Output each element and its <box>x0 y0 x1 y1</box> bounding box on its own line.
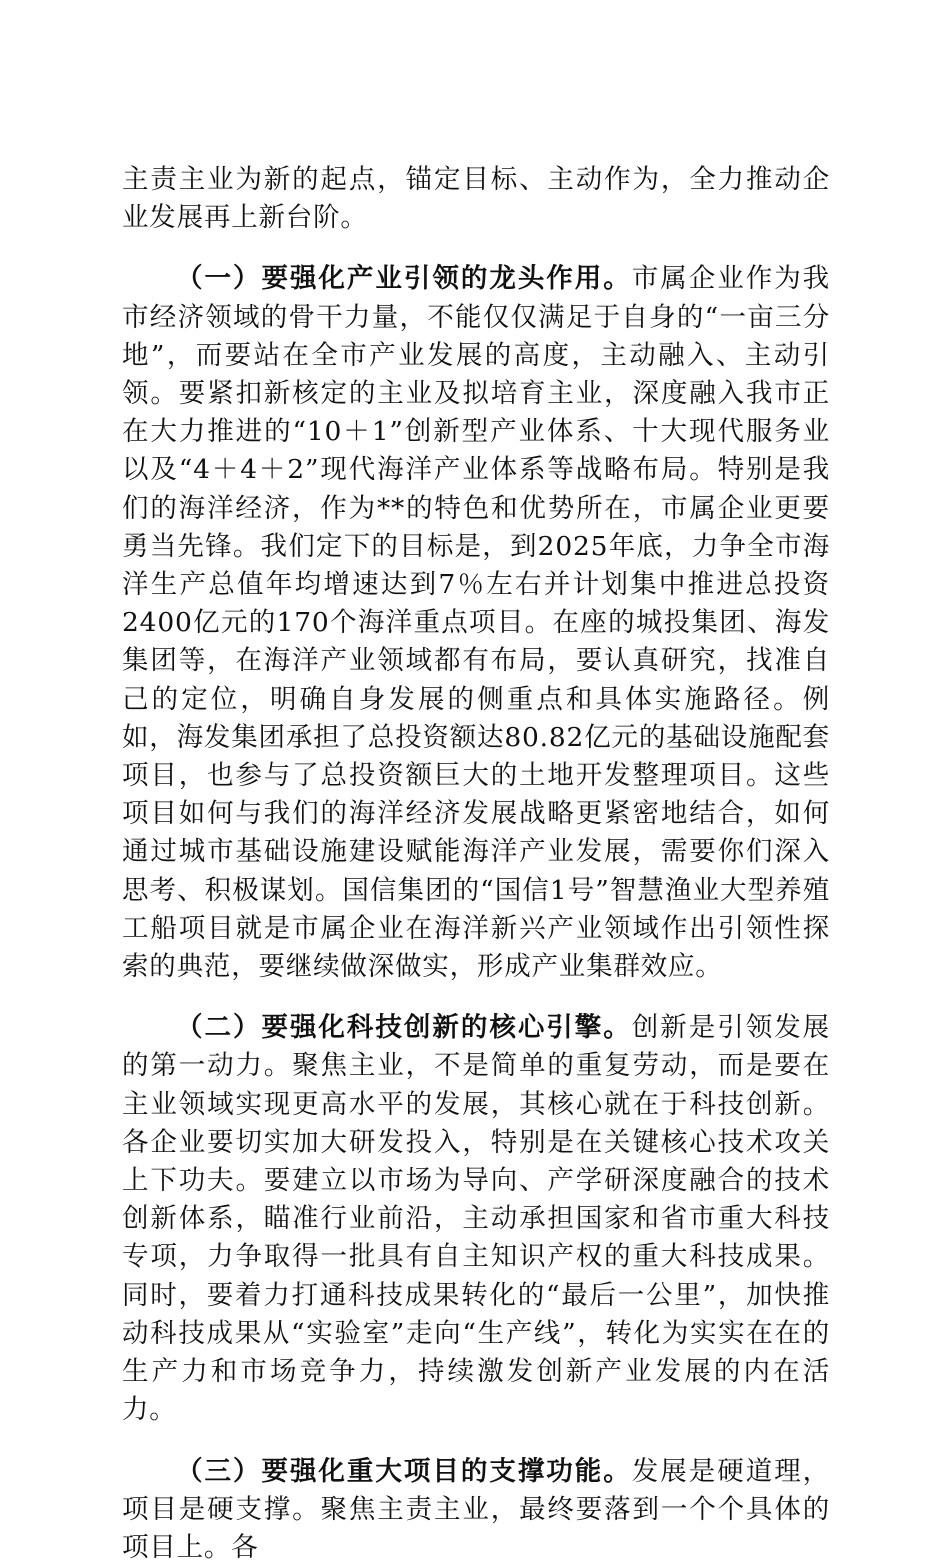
paragraph-body: 市属企业作为我市经济领域的骨干力量，不能仅仅满足于自身的“一亩三分地”，而要站在全市产业发展的高度，主动融入、主动引领。要紧扣新核定的主业及拟培育主业，深度融入我市正在大力推进的“10＋1”创新型产业体系、十大现代服务业以及“4＋4＋2”现代海洋产业体系等战略布局。特别是我们的海洋经济，作为**的特色和优势所在，市属企业更要勇当先锋。我们定下的目标是，到2025年底，力争全市海洋生产总值年均增速达到7％左右并计划集中推进总投资2400亿元的170个海洋重点项目。在座的城投集团、海发集团等，在海洋产业领域都有布局，要认真研究，找准自己的定位，明确自身发展的侧重点和具体实施路径。例如，海发集团承担了总投资额达80.82亿元的基础设施配套项目，也参与了总投资额巨大的土地开发整理项目。这些项目如何与我们的海洋经济发展战略更紧密地结合，如何通过城市基础设施建设赋能海洋产业发展，需要你们深入思考、积极谋划。国信集团的“国信1号”智慧渔业大型养殖工船项目就是市属企业在海洋新兴产业领域作出引领性探索的典范，要继续做深做实，形成产业集群效应。 <box>122 263 830 982</box>
paragraph-section-2 <box>122 1009 830 1429</box>
section-heading: （三）要强化重大项目的支撑功能。 <box>176 1456 632 1487</box>
paragraph-section-1 <box>122 260 830 986</box>
paragraph-body: 创新是引领发展的第一动力。聚焦主业，不是简单的重复劳动，而是要在主业领域实现更高水平的发展，其核心就在于科技创新。各企业要切实加大研发投入，特别是在关键核心技术攻关上下功夫。要建立以市场为导向、产学研深度融合的技术创新体系，瞄准行业前沿，主动承担国家和省市重大科技专项，力争取得一批具有自主知识产权的重大科技成果。同时，要着力打通科技成果转化的“最后一公里”，加快推动科技成果从“实验室”走向“生产线”，转化为实实在在的生产力和市场竞争力，持续激发创新产业发展的内在活力。 <box>122 1012 830 1425</box>
paragraph-section-3 <box>122 1453 830 1567</box>
section-heading: （一）要强化产业引领的龙头作用。 <box>176 263 632 294</box>
paragraph-intro-continuation <box>122 161 830 237</box>
section-heading: （二）要强化科技创新的核心引擎。 <box>176 1012 632 1043</box>
paragraph-body: 发展是硬道理，项目是硬支撑。聚焦主责主业，最终要落到一个个具体的项目上。各 <box>122 1456 830 1563</box>
document-page <box>122 161 830 1567</box>
paragraph-body: 主责主业为新的起点，锚定目标、主动作为，全力推动企业发展再上新台阶。 <box>122 164 830 233</box>
